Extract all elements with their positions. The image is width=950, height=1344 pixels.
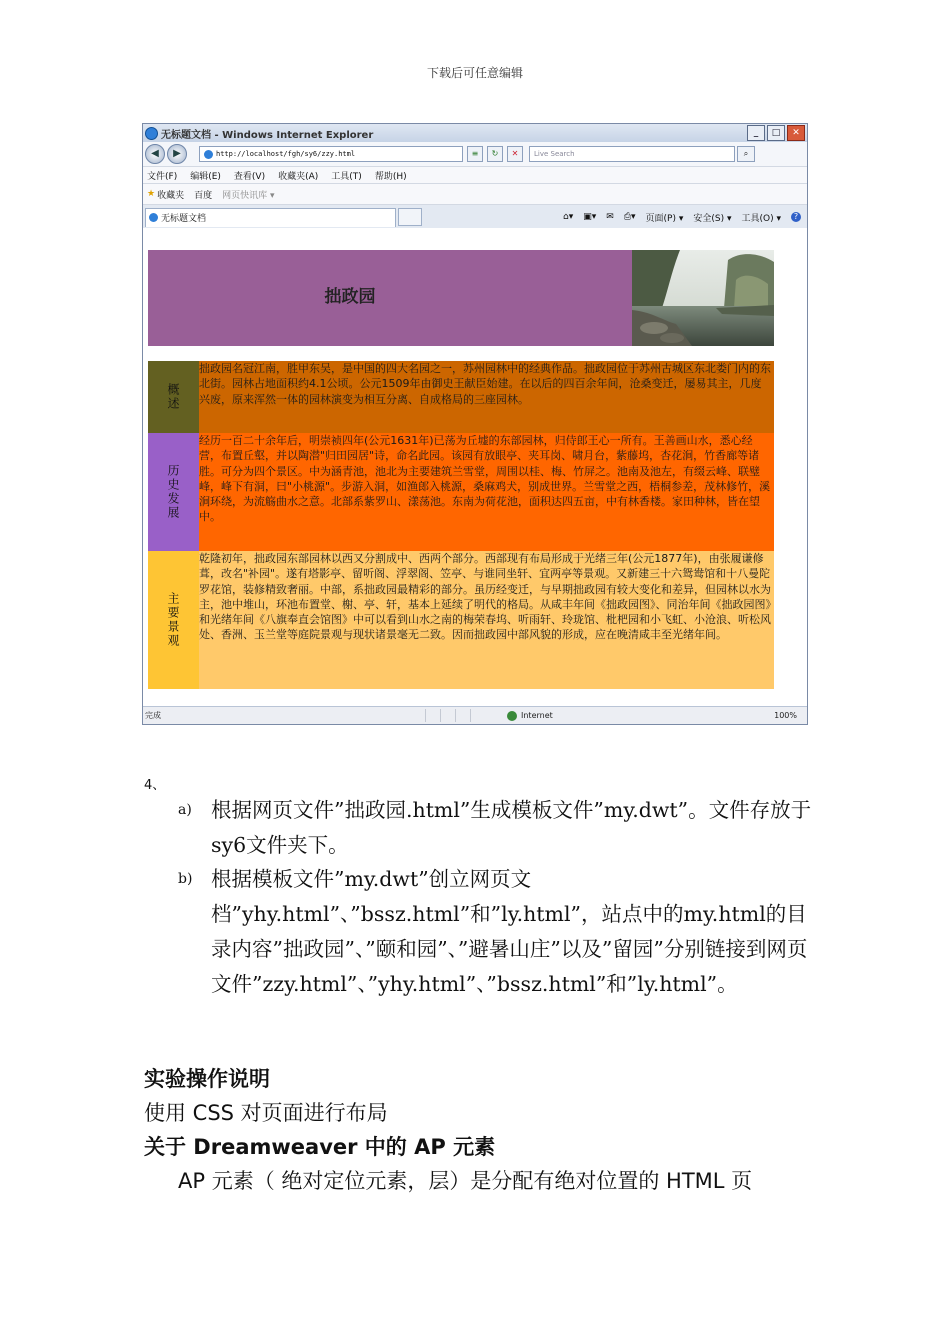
globe-icon [507,711,517,721]
compat-icon: ≡ [467,146,483,162]
status-divider [440,709,455,722]
list-item-text: 根据网页文件”拙政园.html”生成模板文件”my.dwt”。文件存放于sy6文件夹下。 [211,798,812,857]
status-divider [470,709,485,722]
search-icon: ⌕ [737,146,755,162]
menu-edit: 编辑(E) [190,171,221,182]
zone-label: Internet [521,711,553,720]
row-text: 拙政园名冠江南，胜甲东吴，是中国的四大名园之一，苏州园林中的经典作品。拙政园位于苏州古城区东北娄门内的东北街。园林占地面积约4.1公顷。公元1509年由御史王献臣始建。在以后的四百余年间，沧桑变迁，屡易其主，几度兴废，原来浑然一体的园林演变为相互分离、自成格局的三座园林。 [199,361,774,433]
row-text: 经历一百二十余年后，明崇祯四年(公元1631年)已荡为丘墟的东部园林，归侍郎王心一所有。王善画山水，悉心经营，布置丘壑，并以陶潜"归田园居"诗，命名此园。该园有放眼亭、夹耳岗、啸月台，紫藤坞，杏花涧，竹香廊等诸胜。可分为四个景区。中为涵青池，池北为主要建筑兰雪堂，周围以桂、梅、竹屏之。池南及池左，有缀云峰、联璧峰，峰下有洞，曰"小桃源"。步游入洞，如渔郎入桃源，桑麻鸡犬，别成世界。兰雪堂之西，梧桐参差，茂林修竹，溪涧环绕，为流觞曲水之意。北部系紫罗山、漾荡池。东南为荷花池，面积达四五亩，中有林香楼。家田种林，皆在望中。 [199,433,774,551]
ie-logo-icon [145,127,158,140]
close-icon: ✕ [787,125,805,141]
row-history [148,433,774,551]
help-icon: ? [791,212,801,222]
favorites-star-icon: ★ [147,189,156,199]
feeds-icon: ▣▾ [583,212,597,222]
tab-favicon [149,213,158,222]
tab-title: 无标题文档 [161,214,207,224]
new-tab-button [398,208,422,226]
forward-icon: ▶ [167,144,187,164]
web-page-content [143,228,807,704]
page-favicon [204,150,213,159]
zoom-level: 100% [774,711,797,720]
list-item [178,793,818,863]
home-icon: ⌂▾ [563,212,574,222]
fav-link-baidu: 百度 [194,190,213,201]
browser-title-bar [143,124,807,142]
refresh-icon: ↻ [487,146,503,162]
row-text: 乾隆初年，拙政园东部园林以西又分割成中、西两个部分。西部现有布局形成于光绪三年(公元1877年)，由张履谦修葺，改名"补园"。遂有塔影亭、留听阁、浮翠阁、笠亭、与谁同坐轩、宜两亭等景观。又新建三十六鸳鸯馆和十八曼陀罗花馆，装修精致奢丽。中部，系拙政园最精彩的部分。虽历经变迁，与早期拙政园有较大变化和差异，但园林以水为主，池中堆山，环池布置堂、榭、亭、轩，基本上延续了明代的格局。从咸丰年间《拙政园图》、同治年间《拙政园图》和光绪年间《八旗奉直会馆图》中可以看到山水之南的梅荣春坞、听雨轩、玲珑馆、枇杷园和小飞虹、小沧浪、听松风处、香洲、玉兰堂等庭院景观与现状诸景毫无二致。因而拙政园中部风貌的形成，应在晚清咸丰至光绪年间。 [199,551,774,689]
address-field [199,146,463,162]
section-heading: 实验操作说明 [144,1067,270,1091]
banner [148,250,636,346]
search-field: Live Search [529,146,735,162]
row-sights [148,551,774,689]
row-label: 概述 [148,361,199,433]
list-marker: a) [178,802,192,818]
menu-help: 帮助(H) [374,171,407,182]
menu-bar [143,167,807,184]
stop-icon: ✕ [507,146,523,162]
status-divider [455,709,470,722]
browser-window-screenshot [142,123,808,725]
row-overview [148,361,774,433]
favorites-bar [143,184,807,205]
status-bar [143,706,807,724]
cmd-safety: 安全(S) ▾ [693,213,732,224]
page-header-note: 下载后可任意编辑 [426,66,523,80]
section-line: 使用 CSS 对页面进行布局 [144,1101,388,1125]
row-label: 主要景观 [148,551,199,689]
cmd-page: 页面(P) ▾ [645,213,684,224]
list-item [178,862,818,1002]
content-table [148,361,774,689]
menu-favorites: 收藏夹(A) [278,171,319,182]
status-text: 完成 [145,711,161,720]
fav-link-webslice: 网页快讯库 ▾ [222,190,275,201]
menu-view: 查看(V) [233,171,266,182]
garden-photo [632,250,774,346]
favorites-label: 收藏夹 [157,190,185,201]
address-bar-row [143,142,807,167]
print-icon: ⎙▾ [623,212,636,222]
tab-row [143,205,807,230]
status-divider [425,709,440,722]
security-zone [507,711,553,721]
menu-file: 文件(F) [147,171,178,182]
maximize-icon: □ [767,125,785,141]
mail-icon: ✉ [606,212,614,222]
browser-title: 无标题文档 - Windows Internet Explorer [161,129,374,141]
cmd-tools: 工具(O) ▾ [741,213,781,224]
section-heading: 关于 Dreamweaver 中的 AP 元素 [144,1135,496,1159]
back-icon: ◀ [145,144,165,164]
tab-current [145,208,396,227]
row-label: 历史发展 [148,433,199,551]
list-marker: b) [178,871,193,887]
menu-tools: 工具(T) [331,171,362,182]
address-text: http://localhost/fgh/sy6/zzy.html [216,150,356,158]
command-bar [553,211,807,224]
banner-title: 拙政园 [324,287,376,307]
paragraph: AP 元素（ 绝对定位元素，层）是分配有绝对位置的 HTML 页 [178,1169,753,1193]
list-item-text: 根据模板文件”my.dwt”创立网页文档”yhy.html”、”bssz.html”和”ly.html”，站点中的my.html的目录内容”拙政园”、”颐和园”、”避暑山庄”以及”留园”分别链接到网页文件”zzy.html”、”yhy.html”、”bssz.html”和”ly.html”。 [211,867,808,996]
step-number: 4、 [144,778,166,793]
minimize-icon: _ [747,125,765,141]
